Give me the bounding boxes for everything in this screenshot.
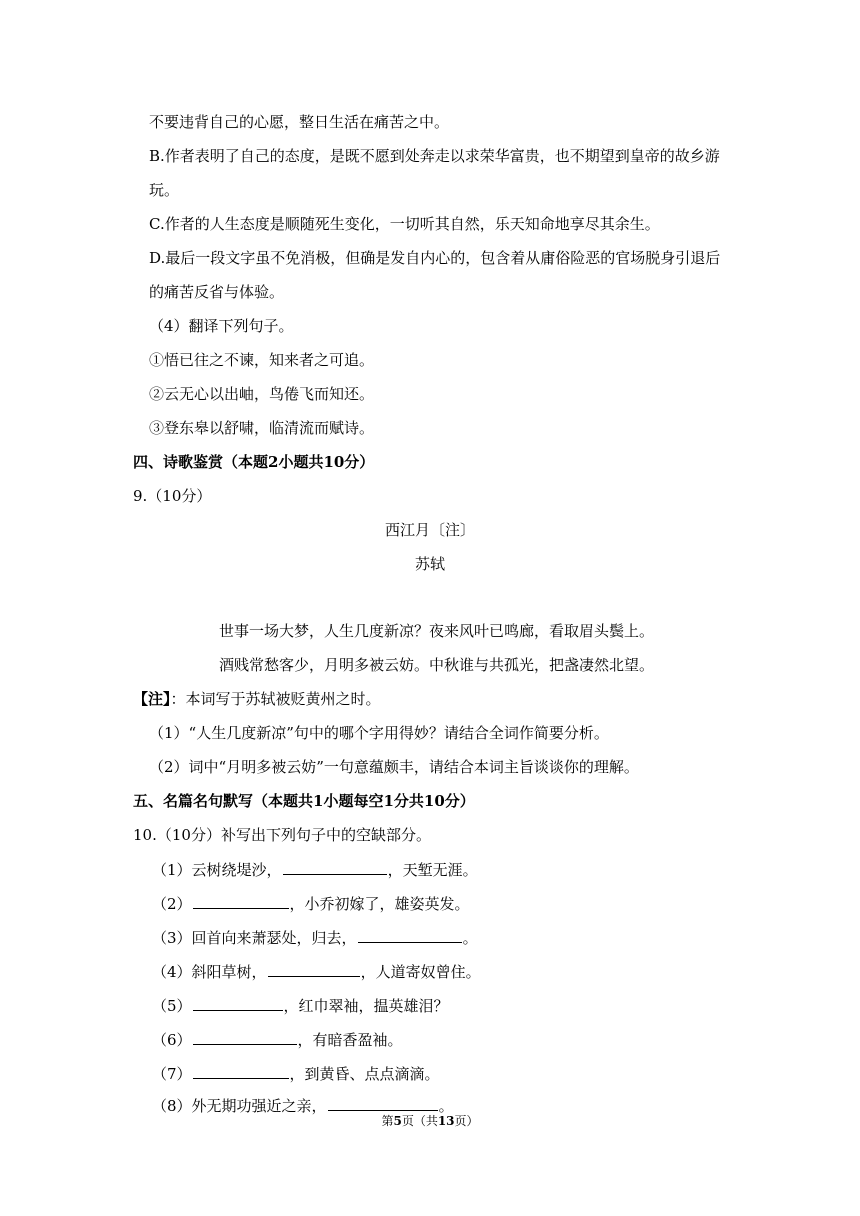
answer-blank[interactable]: [193, 892, 289, 909]
translate-sentence-2: ②云无心以出岫，鸟倦飞而知还。: [149, 385, 375, 403]
answer-blank[interactable]: [358, 926, 462, 943]
item-number: （1）: [152, 861, 192, 879]
answer-option-b: B.作者表明了自己的态度，是既不愿到处奔走以求荣华富贵，也不期望到皇帝的故乡游: [149, 147, 720, 165]
item-text-after: ，有暗香盈袖。: [297, 1031, 403, 1049]
footer-prefix: 第: [381, 1114, 394, 1128]
item-number: （8）: [152, 1097, 192, 1115]
item-text-before: 回首向来萧瑟处，归去，: [191, 929, 357, 947]
fill-item-4: [152, 960, 481, 983]
answer-option-b-continued: 玩。: [149, 181, 180, 199]
page-number: 5: [393, 1114, 402, 1128]
item-text-after: ，红巾翠袖，揾英雄泪？: [283, 997, 449, 1015]
item-text-after: ，天堑无涯。: [387, 861, 478, 879]
answer-blank[interactable]: [193, 1062, 289, 1079]
poem-line-1: 世事一场大梦，人生几度新凉？夜来风叶已鸣廊，看取眉头鬓上。: [219, 622, 655, 640]
section-heading-poetry: 四、诗歌鉴赏（本题2小题共10分）: [133, 453, 375, 471]
item-text-after: ，小乔初嫁了，雄姿英发。: [289, 895, 470, 913]
item-number: （3）: [152, 929, 192, 947]
section-heading-recitation: 五、名篇名句默写（本题共1小题每空1分共10分）: [133, 792, 475, 810]
total-pages: 13: [437, 1114, 455, 1128]
answer-blank[interactable]: [193, 994, 283, 1011]
answer-option-d: D.最后一段文字虽不免消极，但确是发自内心的，包含着从庸俗险恶的官场脱身引退后: [149, 249, 721, 267]
footer-suffix: 页）: [454, 1114, 479, 1128]
sub-question-1: （1）“人生几度新凉”句中的哪个字用得妙？请结合全词作简要分析。: [149, 724, 609, 742]
translate-sentence-3: ③登东皋以舒啸，临清流而赋诗。: [149, 419, 375, 437]
item-text-after: 。: [438, 1097, 454, 1115]
fill-item-7: [152, 1062, 440, 1085]
item-number: （6）: [152, 1031, 192, 1049]
item-number: （2）: [152, 895, 192, 913]
fill-item-3: [152, 926, 478, 949]
answer-option-c: C.作者的人生态度是顺随死生变化，一切听其自然，乐天知命地享尽其余生。: [149, 215, 660, 233]
sub-question-2: （2）词中“月明多被云妨”一句意蕴颇丰，请结合本词主旨谈谈你的理解。: [149, 758, 639, 776]
item-number: （7）: [152, 1065, 192, 1083]
item-number: （4）: [152, 963, 192, 981]
item-text-after: 。: [462, 929, 478, 947]
poem-note: [133, 688, 381, 710]
question-9-label: 9.（10分）: [133, 487, 212, 505]
note-label: 【注】: [133, 690, 171, 708]
item-text-before: 外无期功强近之亲，: [191, 1097, 327, 1115]
page-footer: [0, 1110, 860, 1132]
translate-sentence-1: ①悟已往之不谏，知来者之可追。: [149, 351, 375, 369]
answer-option-d-continued: 的痛苦反省与体验。: [149, 283, 285, 301]
item-text-before: 云树绕堤沙，: [191, 861, 282, 879]
item-text-after: ，人道寄奴曾住。: [360, 963, 481, 981]
poem-title: 西江月〔注〕: [384, 521, 475, 539]
note-text: ：本词写于苏轼被贬黄州之时。: [170, 690, 381, 708]
poem-line-2: 酒贱常愁客少，月明多被云妨。中秋谁与共孤光，把盏凄然北望。: [219, 656, 655, 674]
sub-question-4: （4）翻译下列句子。: [149, 317, 294, 335]
question-10-label: 10.（10分）补写出下列句子中的空缺部分。: [133, 826, 431, 844]
item-number: （5）: [152, 997, 192, 1015]
fill-item-6: [152, 1028, 403, 1051]
poem-author: 苏轼: [414, 555, 445, 573]
footer-mid: 页（共: [401, 1114, 438, 1128]
answer-blank[interactable]: [283, 858, 387, 875]
answer-option-a-continued: 不要违背自己的心愿，整日生活在痛苦之中。: [149, 113, 450, 131]
fill-item-5: [152, 994, 449, 1017]
fill-item-1: [152, 858, 478, 881]
answer-blank[interactable]: [268, 960, 360, 977]
answer-blank[interactable]: [328, 1094, 438, 1111]
item-text-before: 斜阳草树，: [191, 963, 267, 981]
fill-item-2: [152, 892, 470, 915]
item-text-after: ，到黄昏、点点滴滴。: [289, 1065, 440, 1083]
answer-blank[interactable]: [193, 1028, 297, 1045]
